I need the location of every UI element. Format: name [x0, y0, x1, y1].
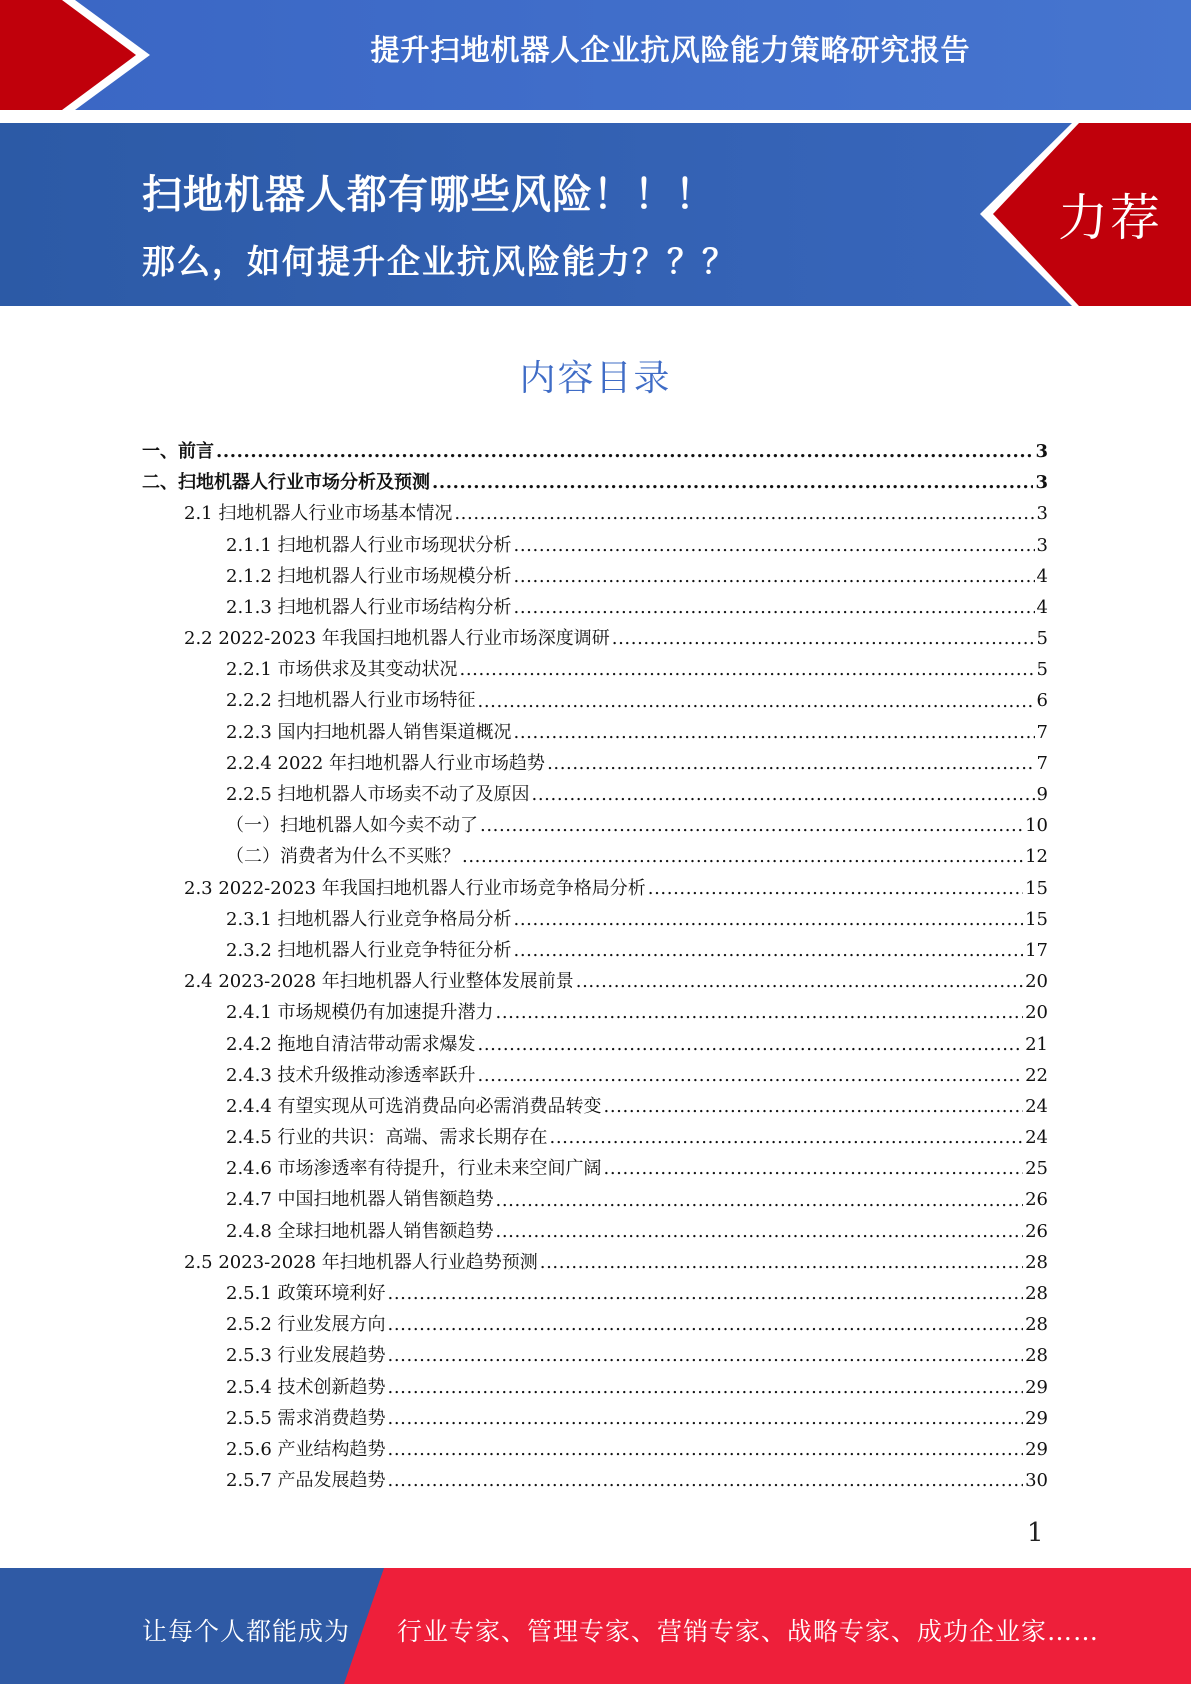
toc-entry-page: 4 [1036, 565, 1048, 587]
toc-entry-label: 2.3 2022-2023 年我国扫地机器人行业市场竞争格局分析 [184, 877, 646, 899]
toc-entry-label: 2.5.4 技术创新趋势 [226, 1376, 386, 1398]
toc-entry-label: 2.2.4 2022 年扫地机器人行业市场趋势 [226, 752, 546, 774]
toc-entry-page: 25 [1025, 1158, 1048, 1180]
toc-entry[interactable] [142, 1372, 1048, 1403]
toc-entry[interactable] [142, 1091, 1048, 1122]
toc-entry-label: 2.5.5 需求消费趋势 [226, 1407, 386, 1429]
toc-leader-dots [432, 467, 1033, 498]
toc-entry-page: 29 [1025, 1438, 1048, 1460]
recommend-badge: 力荐 [1058, 189, 1162, 247]
toc-entry-label: 2.2 2022-2023 年我国扫地机器人行业市场深度调研 [184, 628, 610, 650]
toc-entry-page: 30 [1025, 1470, 1048, 1492]
toc-leader-dots [388, 1309, 1024, 1340]
toc-leader-dots [388, 1278, 1024, 1309]
toc-entry-label: 2.1.2 扫地机器人行业市场规模分析 [226, 565, 512, 587]
toc-leader-dots [532, 779, 1035, 810]
toc-entry[interactable] [142, 810, 1048, 841]
toc-entry-page: 17 [1025, 939, 1048, 961]
toc-entry-label: 2.4.8 全球扫地机器人销售额趋势 [226, 1220, 494, 1242]
toc-entry-page: 5 [1036, 659, 1048, 681]
toc-entry-page: 9 [1036, 784, 1048, 806]
toc-entry-label: 一、前言 [142, 440, 214, 462]
toc-leader-dots [480, 810, 1023, 841]
toc-entry-page: 28 [1025, 1251, 1048, 1273]
toc-entry-label: 2.5.7 产品发展趋势 [226, 1470, 386, 1492]
table-of-contents [142, 436, 1048, 1496]
toc-entry[interactable] [142, 1153, 1048, 1184]
toc-leader-dots [216, 436, 1033, 467]
toc-leader-dots [604, 1091, 1024, 1122]
toc-entry-page: 24 [1025, 1095, 1048, 1117]
toc-entry[interactable] [142, 654, 1048, 685]
toc-leader-dots [460, 654, 1035, 685]
toc-entry[interactable] [142, 498, 1048, 529]
toc-entry[interactable] [142, 717, 1048, 748]
toc-entry[interactable] [142, 779, 1048, 810]
toc-entry[interactable] [142, 1185, 1048, 1216]
toc-leader-dots [547, 748, 1034, 779]
toc-leader-dots [514, 561, 1035, 592]
toc-entry-page: 4 [1036, 596, 1048, 618]
hero-subheadline: 那么，如何提升企业抗风险能力？？？ [142, 242, 737, 281]
toc-entry[interactable] [142, 467, 1048, 498]
toc-entry-page: 20 [1025, 1002, 1048, 1024]
hero-headline: 扫地机器人都有哪些风险！！！ [142, 172, 716, 218]
toc-leader-dots [388, 1340, 1024, 1371]
toc-entry-label: （二）消费者为什么不买账？ [226, 846, 460, 868]
toc-leader-dots [550, 1122, 1024, 1153]
toc-leader-dots [648, 873, 1023, 904]
toc-entry-label: 2.2.5 扫地机器人市场卖不动了及原因 [226, 784, 530, 806]
toc-entry-page: 28 [1025, 1314, 1048, 1336]
header-chevron-icon [0, 0, 160, 110]
toc-entry[interactable] [142, 1247, 1048, 1278]
toc-entry[interactable] [142, 686, 1048, 717]
toc-entry-label: 2.5.6 产业结构趋势 [226, 1438, 386, 1460]
toc-leader-dots [454, 498, 1034, 529]
toc-entry-label: 2.2.3 国内扫地机器人销售渠道概况 [226, 721, 512, 743]
toc-leader-dots [576, 966, 1023, 997]
toc-leader-dots [604, 1153, 1024, 1184]
footer-slogan-right: 行业专家、管理专家、营销专家、战略专家、成功企业家…… [397, 1617, 1100, 1646]
toc-entry-page: 28 [1025, 1345, 1048, 1367]
toc-entry-label: 2.4.7 中国扫地机器人销售额趋势 [226, 1189, 494, 1211]
toc-entry[interactable] [142, 530, 1048, 561]
toc-entry-page: 20 [1025, 971, 1048, 993]
toc-heading: 内容目录 [519, 358, 672, 399]
toc-entry-label: 2.4.3 技术升级推动渗透率跃升 [226, 1064, 476, 1086]
toc-leader-dots [388, 1403, 1024, 1434]
toc-entry-label: 2.2.2 扫地机器人行业市场特征 [226, 690, 476, 712]
toc-entry[interactable] [142, 1465, 1048, 1496]
toc-entry-label: 2.5.2 行业发展方向 [226, 1314, 386, 1336]
toc-entry-label: 2.1.1 扫地机器人行业市场现状分析 [226, 534, 512, 556]
toc-entry[interactable] [142, 1278, 1048, 1309]
toc-entry[interactable] [142, 841, 1048, 872]
toc-leader-dots [462, 841, 1023, 872]
toc-entry-label: 2.3.1 扫地机器人行业竞争格局分析 [226, 908, 512, 930]
toc-entry[interactable] [142, 1122, 1048, 1153]
toc-entry-page: 7 [1036, 721, 1048, 743]
toc-entry-label: 2.1.3 扫地机器人行业市场结构分析 [226, 596, 512, 618]
toc-leader-dots [514, 935, 1024, 966]
toc-leader-dots [388, 1434, 1024, 1465]
toc-entry-page: 22 [1025, 1064, 1048, 1086]
toc-leader-dots [612, 623, 1035, 654]
toc-entry[interactable] [142, 748, 1048, 779]
toc-entry-label: 2.4.6 市场渗透率有待提升，行业未来空间广阔 [226, 1158, 602, 1180]
toc-entry-page: 3 [1036, 534, 1048, 556]
toc-entry-page: 28 [1025, 1283, 1048, 1305]
toc-entry-label: 2.5.3 行业发展趋势 [226, 1345, 386, 1367]
toc-entry-page: 26 [1025, 1220, 1048, 1242]
toc-entry[interactable] [142, 997, 1048, 1028]
toc-entry-label: 2.3.2 扫地机器人行业竞争特征分析 [226, 939, 512, 961]
toc-entry-page: 29 [1025, 1376, 1048, 1398]
toc-entry-page: 10 [1025, 815, 1048, 837]
toc-entry-page: 29 [1025, 1407, 1048, 1429]
toc-leader-dots [540, 1247, 1023, 1278]
toc-entry[interactable] [142, 935, 1048, 966]
toc-leader-dots [478, 1060, 1024, 1091]
toc-leader-dots [514, 530, 1035, 561]
toc-entry-page: 21 [1025, 1033, 1048, 1055]
toc-entry-label: 2.4 2023-2028 年扫地机器人行业整体发展前景 [184, 971, 574, 993]
toc-leader-dots [478, 1029, 1024, 1060]
toc-entry[interactable] [142, 904, 1048, 935]
toc-entry[interactable] [142, 1340, 1048, 1371]
toc-entry-page: 15 [1025, 908, 1048, 930]
footer-slogan-left: 让每个人都能成为 [142, 1617, 351, 1646]
toc-entry-label: 2.5.1 政策环境利好 [226, 1283, 386, 1305]
toc-entry-page: 3 [1035, 472, 1048, 494]
toc-leader-dots [496, 1216, 1024, 1247]
toc-entry[interactable] [142, 592, 1048, 623]
toc-entry[interactable] [142, 1216, 1048, 1247]
toc-entry[interactable] [142, 1309, 1048, 1340]
toc-leader-dots [388, 1372, 1024, 1403]
toc-entry[interactable] [142, 1029, 1048, 1060]
toc-entry-label: 2.4.5 行业的共识：高端、需求长期存在 [226, 1127, 548, 1149]
toc-entry-page: 15 [1025, 877, 1048, 899]
toc-entry-page: 12 [1025, 846, 1048, 868]
toc-entry-page: 24 [1025, 1127, 1048, 1149]
toc-entry-label: 2.5 2023-2028 年扫地机器人行业趋势预测 [184, 1251, 538, 1273]
toc-leader-dots [496, 997, 1024, 1028]
toc-entry-page: 3 [1036, 503, 1048, 525]
toc-entry[interactable] [142, 1403, 1048, 1434]
toc-entry-label: 2.4.2 拖地自清洁带动需求爆发 [226, 1033, 476, 1055]
toc-entry[interactable] [142, 1434, 1048, 1465]
toc-entry-page: 3 [1035, 440, 1048, 462]
toc-entry-page: 5 [1036, 628, 1048, 650]
toc-entry-page: 6 [1036, 690, 1048, 712]
toc-leader-dots [478, 686, 1035, 717]
toc-entry[interactable] [142, 966, 1048, 997]
toc-entry-page: 26 [1025, 1189, 1048, 1211]
toc-leader-dots [388, 1465, 1024, 1496]
toc-entry-label: 2.1 扫地机器人行业市场基本情况 [184, 503, 453, 525]
toc-entry-page: 7 [1036, 752, 1048, 774]
page-number: 1 [1027, 1518, 1044, 1548]
toc-leader-dots [514, 904, 1024, 935]
toc-entry[interactable] [142, 561, 1048, 592]
toc-leader-dots [514, 592, 1035, 623]
toc-entry-label: 2.4.1 市场规模仍有加速提升潜力 [226, 1002, 494, 1024]
toc-entry[interactable] [142, 436, 1048, 467]
toc-entry-label: （一）扫地机器人如今卖不动了 [226, 815, 478, 837]
toc-entry[interactable] [142, 1060, 1048, 1091]
toc-entry-label: 2.2.1 市场供求及其变动状况 [226, 659, 458, 681]
report-title: 提升扫地机器人企业抗风险能力策略研究报告 [370, 33, 971, 67]
toc-leader-dots [514, 717, 1035, 748]
toc-entry-label: 二、扫地机器人行业市场分析及预测 [142, 472, 430, 494]
toc-entry[interactable] [142, 623, 1048, 654]
toc-entry[interactable] [142, 873, 1048, 904]
toc-entry-label: 2.4.4 有望实现从可选消费品向必需消费品转变 [226, 1095, 602, 1117]
toc-leader-dots [496, 1185, 1024, 1216]
